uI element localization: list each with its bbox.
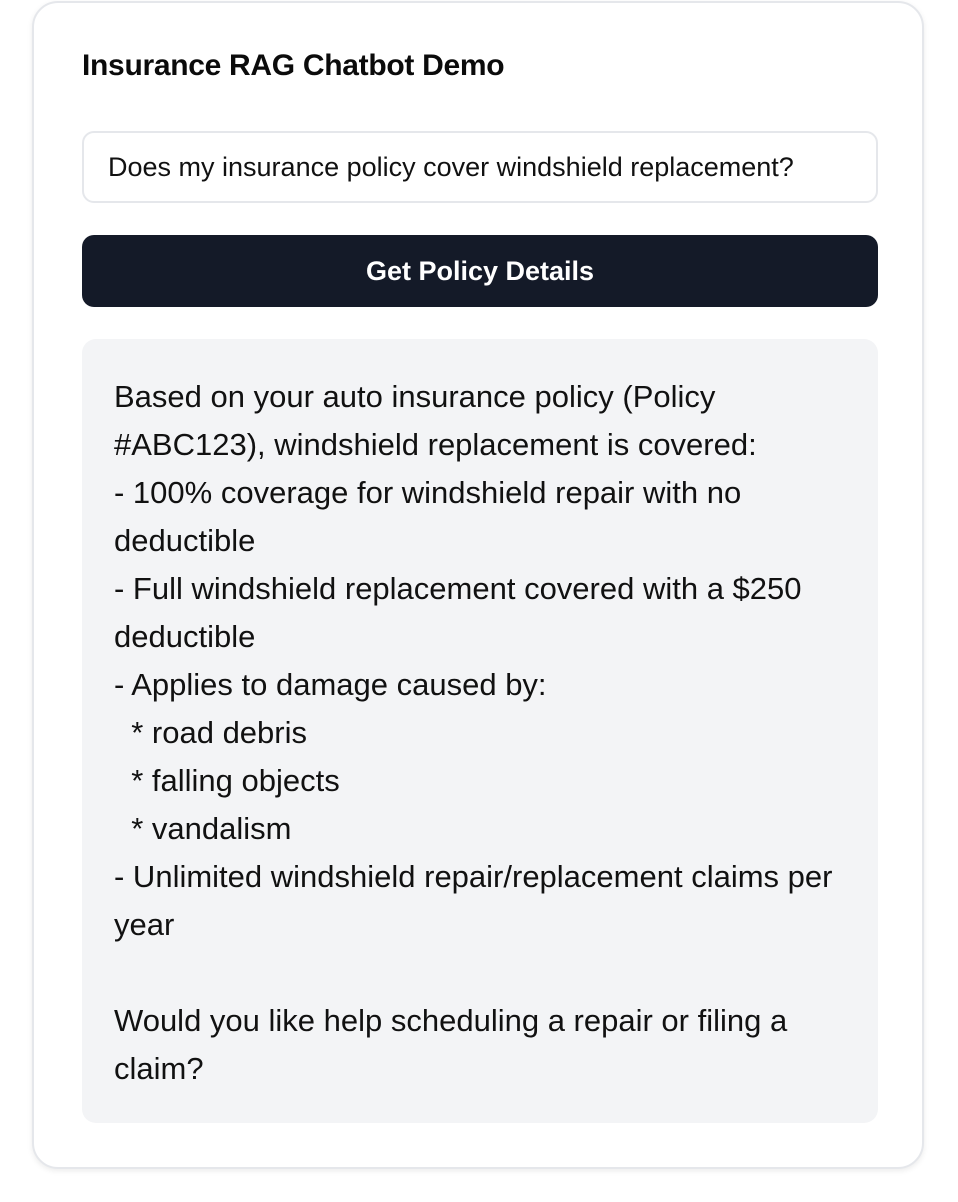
response-panel — [82, 339, 878, 1123]
get-policy-details-button[interactable]: Get Policy Details — [82, 235, 878, 307]
response-text: Based on your auto insurance policy (Policy #ABC123), windshield replacement is covered: - 100% coverage for windshield repair with no deductible - Full windshield replacement covered with a $250 deductible - Applies to damage caused by: * road debris * falling objects * vandalism - Unlimited windshield repair/replacement claims per year Would you like help scheduling a repair or filing a claim? — [114, 379, 833, 1086]
question-input[interactable] — [82, 131, 878, 203]
chatbot-card — [32, 1, 924, 1169]
page-title: Insurance RAG Chatbot Demo — [82, 49, 505, 82]
